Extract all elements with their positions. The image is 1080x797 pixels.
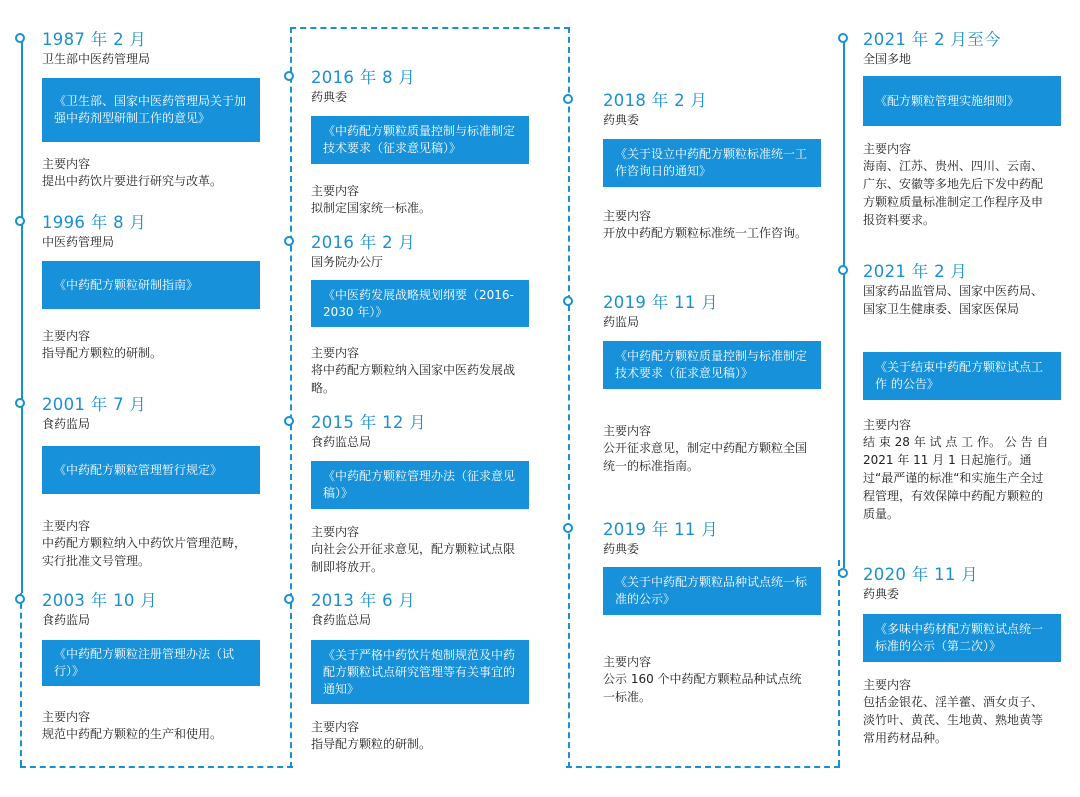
timeline-line-col4 [843, 38, 845, 568]
event-date: 2019 年 11 月 [603, 293, 719, 312]
event-org: 国务院办公厅 [311, 255, 384, 269]
timeline-marker [284, 71, 294, 81]
event-org: 卫生部中医药管理局 [42, 52, 151, 66]
event-date: 2013 年 6 月 [311, 591, 416, 610]
content-text: 包括金银花、淫羊藿、酒女贞子、淡竹叶、黄芪、生地黄、熟地黄等常用药材品种。 [863, 695, 1044, 745]
event-date: 2016 年 2 月 [311, 233, 416, 252]
document-box: 《中药配方颗粒管理暂行规定》 [42, 446, 260, 494]
content-text: 指导配方颗粒的研制。 [311, 737, 432, 751]
content-label: 主要内容 [42, 157, 91, 171]
content-text: 公开征求意见，制定中药配方颗粒全国统一的标准指南。 [603, 441, 808, 473]
event-org: 食药监总局 [311, 613, 372, 627]
timeline-marker [838, 265, 848, 275]
dashed-frame-col3-right [838, 560, 840, 766]
content-text: 结 束 28 年 试 点 工 作。 公 告 自2021 年 11 月 1 日起施行。通过“最严谨的标准“和实施生产全过程管理，有效保障中药配方颗粒的质量。 [863, 435, 1049, 521]
content-label: 主要内容 [603, 209, 652, 223]
event-date: 2021 年 2 月 [863, 262, 968, 281]
event-date: 2020 年 11 月 [863, 565, 979, 584]
content-text: 海南、江苏、贵州、四川、云南、广东、安徽等多地先后下发中药配方颗粒质量标准制定工作程序及申报资料要求。 [863, 159, 1044, 227]
content-label: 主要内容 [311, 346, 360, 360]
content-text: 规范中药配方颗粒的生产和使用。 [42, 727, 223, 741]
timeline-marker [15, 398, 25, 408]
content-label: 主要内容 [311, 525, 360, 539]
document-box: 《中医药发展战略规划纲要（2016-2030 年）》 [311, 280, 529, 327]
content-label: 主要内容 [311, 184, 360, 198]
event-org: 全国多地 [863, 52, 912, 66]
event-date: 2019 年 11 月 [603, 520, 719, 539]
timeline-marker [838, 33, 848, 43]
event-org: 食药监总局 [311, 435, 372, 449]
document-box: 《关于中药配方颗粒品种试点统一标准的公示》 [603, 567, 821, 615]
document-box: 《配方颗粒管理实施细则》 [863, 76, 1061, 126]
content-label: 主要内容 [603, 424, 652, 438]
event-date: 2015 年 12 月 [311, 413, 427, 432]
event-org: 药典委 [863, 587, 900, 601]
timeline-marker [15, 594, 25, 604]
document-box: 《关于设立中药配方颗粒标准统一工作咨询日的通知》 [603, 139, 821, 187]
timeline-marker [563, 523, 573, 533]
document-box: 《中药配方颗粒质量控制与标准制定技术要求（征求意见稿）》 [603, 341, 821, 389]
event-date: 2001 年 7 月 [42, 395, 147, 414]
event-org: 药典委 [603, 542, 640, 556]
event-date: 2018 年 2 月 [603, 91, 708, 110]
content-text: 提出中药饮片要进行研究与改革。 [42, 174, 223, 188]
content-text: 中药配方颗粒纳入中药饮片管理范畴，实行批准文号管理。 [42, 536, 247, 568]
content-text: 向社会公开征求意见，配方颗粒试点限制即将放开。 [311, 542, 516, 574]
dashed-frame-col1-left [20, 593, 22, 766]
content-text: 指导配方颗粒的研制。 [42, 346, 163, 360]
event-org: 药典委 [311, 90, 348, 104]
content-text: 将中药配方颗粒纳入国家中医药发展战略。 [311, 363, 516, 395]
event-date: 1987 年 2 月 [42, 30, 147, 49]
document-box: 《关于结束中药配方颗粒试点工作 的公告》 [863, 352, 1061, 400]
timeline-marker [15, 216, 25, 226]
timeline-marker [284, 594, 294, 604]
document-box: 《中药配方颗粒注册管理办法（试行）》 [42, 640, 260, 686]
document-box: 《中药配方颗粒管理办法（征求意见稿）》 [311, 461, 529, 509]
event-org: 国家药品监管局、国家中医药局、国家卫生健康委、国家医保局 [863, 284, 1044, 316]
event-org: 药监局 [603, 315, 640, 329]
event-date: 2016 年 8 月 [311, 68, 416, 87]
dashed-frame-col1-bottom [20, 766, 293, 768]
timeline-marker [15, 33, 25, 43]
timeline-marker [563, 296, 573, 306]
content-label: 主要内容 [603, 655, 652, 669]
document-box: 《关于严格中药饮片炮制规范及中药配方颗粒试点研究管理等有关事宜的通知》 [311, 640, 529, 704]
content-label: 主要内容 [311, 720, 360, 734]
document-box: 《多味中药材配方颗粒试点统一标准的公示（第二次）》 [863, 614, 1061, 662]
event-date: 1996 年 8 月 [42, 213, 147, 232]
event-org: 中医药管理局 [42, 235, 115, 249]
event-date: 2003 年 10 月 [42, 591, 158, 610]
timeline-marker [284, 416, 294, 426]
content-text: 公示 160 个中药配方颗粒品种试点统一标准。 [603, 672, 802, 704]
document-box: 《中药配方颗粒研制指南》 [42, 261, 260, 309]
content-text: 开放中药配方颗粒标准统一工作咨询。 [603, 226, 808, 240]
content-label: 主要内容 [863, 142, 912, 156]
timeline-marker [563, 94, 573, 104]
content-label: 主要内容 [42, 710, 91, 724]
event-org: 食药监局 [42, 613, 91, 627]
timeline-marker [838, 568, 848, 578]
event-date: 2021 年 2 月至今 [863, 30, 1001, 49]
event-org: 食药监局 [42, 417, 91, 431]
timeline-marker [284, 236, 294, 246]
content-text: 拟制定国家统一标准。 [311, 201, 432, 215]
content-label: 主要内容 [863, 678, 912, 692]
document-box: 《卫生部、国家中医药管理局关于加强中药剂型研制工作的意见》 [42, 78, 260, 142]
document-box: 《中药配方颗粒质量控制与标准制定技术要求（征求意见稿）》 [311, 116, 529, 164]
content-label: 主要内容 [863, 418, 912, 432]
event-org: 药典委 [603, 113, 640, 127]
dashed-frame-col3-bottom [566, 766, 840, 768]
timeline-line-col1 [21, 38, 23, 593]
content-label: 主要内容 [42, 329, 91, 343]
content-label: 主要内容 [42, 519, 91, 533]
